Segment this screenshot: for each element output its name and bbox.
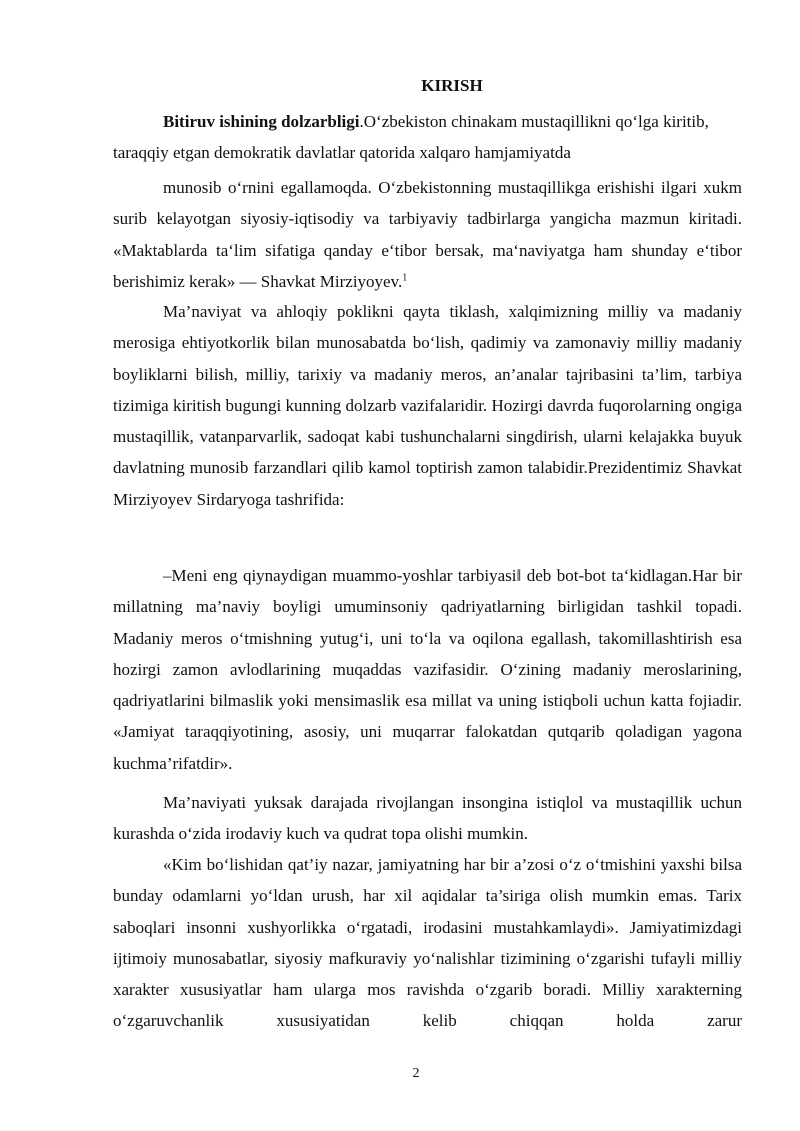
relevance-text: .O‘zbekiston chinakam mustaqillikni qo‘lga kiritib, taraqqiy etgan demokratik davlatlar qatorida xalqaro hamjamiyatda [113,112,709,163]
relevance-heading: Bitiruv ishining dolzarbligi [163,112,360,131]
paragraph-status [113,172,742,297]
paragraph-relevance [113,106,742,169]
footnote-reference: 1 [402,272,408,284]
paragraph-spirituality: Ma’naviyat va ahloqiy poklikni qayta tiklash, xalqimizning milliy va madaniy merosiga ehtiyotkorlik bilan munosabatda bo‘lish, qadimiy va zamonaviy milliy madaniy boyliklarni bilish, milliy, tarixiy va madaniy meros, an’analar tajribasini ta’lim, tarbiya tizimiga kiritish bugungi kunning dolzarb vazifalaridir. Hozirgi davrda fuqorolarning ongiga mustaqillik, vatanparvarlik, sadoqat kabi tushunchalarni singdirish, ularni kelajakka buyuk davlatning munosib farzandlari qilib kamol toptirish zamon talabidir.Prezidentimiz Shavkat Mirziyoyev Sirdaryoga tashrifida: [113,302,742,509]
status-text: munosib o‘rnini egallamoqda. O‘zbekistonning mustaqillikga erishishi ilgari xukm surib kelayotgan siyosiy-iqtisodiy va tarbiyaviy tadbirlarga yangicha mazmun kiritadi. «Maktablarda ta‘lim sifatiga qanday e‘tibor bersak, ma‘naviyatga ham shunday e‘tibor berishimiz kerak» — Shavkat Mirziyoyev. [113,178,742,291]
paragraph-independence: Ma’naviyati yuksak darajada rivojlangan insongina istiqlol va mustaqillik uchun kurashda o‘zida irodaviy kuch va qudrat topa olishi mumkin. [113,793,742,844]
paragraph-youth-upbringing: –Meni eng qiynaydigan muammo-yoshlar tarbiyasi‖ deb bot-bot ta‘kidlagan.Har bir millatning ma’naviy boyligi umuminsoniy qadriyatlarning birligidan tashkil topadi. Madaniy meros o‘tmishning yutug‘i, uni to‘la va oqilona egallash, takomillashtirish esa hozirgi zamon avlodlarining muqaddas vazifasidir. O‘zining madaniy meroslarining, qadriyatlarini bilmaslik yoki mensimaslik esa millat va uning istiqboli uchun katta fojiadir. «Jamiyat taraqqiyotining, asosiy, uni muqarrar falokatdan qutqarib qoladigan yagona kuchma’rifatdir». [113,566,742,773]
paragraph-history-lessons: «Kim bo‘lishidan qat’iy nazar, jamiyatning har bir a’zosi o‘z o‘tmishini yaxshi bilsa bunday odamlarni yo‘ldan urush, har xil aqidalar ta’siriga olish mumkin emas. Tarix saboqlari insonni xushyorlikka o‘rgatadi, irodasini mustahkamlaydi». Jamiyatimizdagi ijtimoiy munosabatlar, siyosiy mafkuraviy yo‘nalishlar tizimining o‘zgarishi tufayli milliy xarakter xususiyatlar ham ularga mos ravishda o‘zgarib boradi. Milliy xarakterning o‘zgaruvchanlik xususiyatidan kelib chiqqan holda zarur [113,855,742,1031]
section-title: KIRISH [421,76,483,95]
page-number: 2 [412,1066,420,1081]
